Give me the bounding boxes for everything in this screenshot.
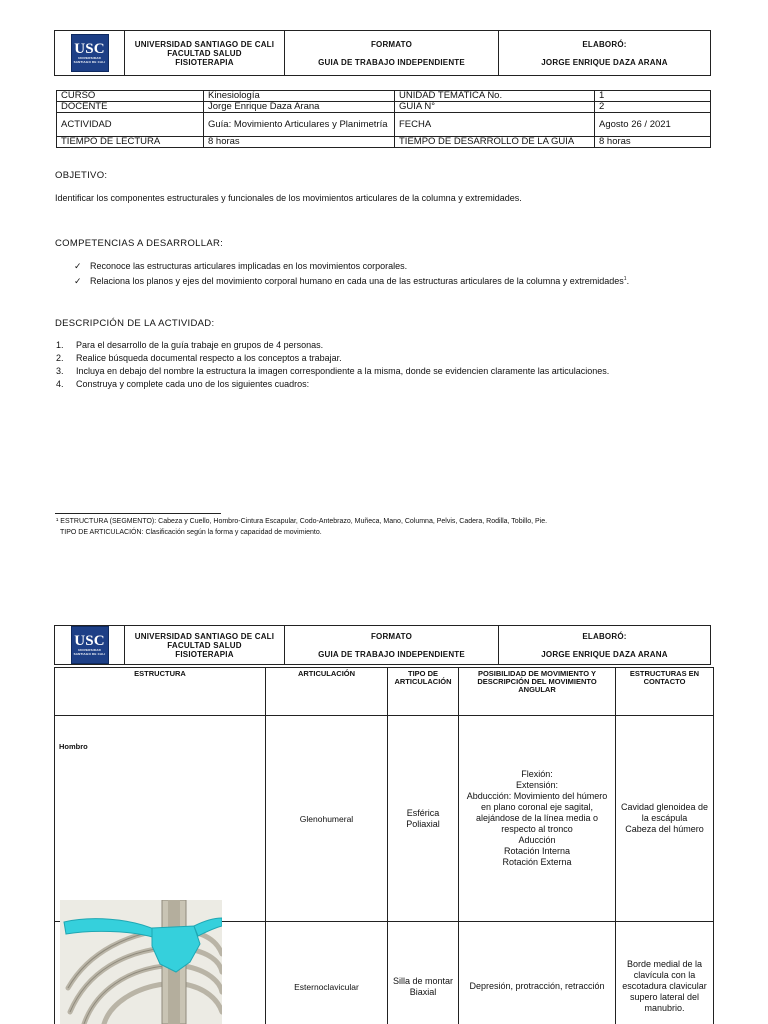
- curso-value: Kinesiología: [204, 91, 395, 102]
- competencias-list: [74, 260, 629, 288]
- formato-value: GUIA DE TRABAJO INDEPENDIENTE: [318, 57, 465, 67]
- contacto-cell: Borde medial de la clavícula con la escotadura clavicular supero lateral del manubrio.: [616, 922, 714, 1024]
- lectura-value: 8 horas: [204, 137, 395, 148]
- articulacion-cell: Glenohumeral: [266, 716, 388, 922]
- check-icon: ✓: [74, 261, 82, 271]
- fecha-label: FECHA: [395, 113, 595, 137]
- table-row: [55, 716, 714, 922]
- course-info-table: [56, 90, 711, 148]
- footnote-divider: [55, 513, 221, 514]
- col-posibilidad: POSIBILIDAD DE MOVIMIENTO Y DESCRIPCIÓN DEL MOVIMIENTO ANGULAR: [459, 668, 616, 716]
- elaboro-cell: [499, 31, 711, 76]
- list-item: ✓ Reconoce las estructuras articulares implicadas en los movimientos corporales.: [74, 261, 408, 271]
- actividad-label: ACTIVIDAD: [57, 113, 204, 137]
- table-header-row: [55, 668, 714, 716]
- page-header: [54, 30, 711, 76]
- list-item: ✓ Relaciona los planos y ejes del movimiento corporal humano en cada una de las estructuras articulares de la columna y extremidades$^1$.: [74, 276, 630, 286]
- elaboro-cell: ELABORÓ: JORGE ENRIQUE DAZA ARANA: [499, 626, 711, 665]
- descripcion-list: [56, 339, 609, 391]
- program-name: FISIOTERAPIA: [175, 57, 234, 67]
- university-name: UNIVERSIDAD SANTIAGO DE CALI: [134, 39, 275, 49]
- university-cell: [125, 31, 285, 76]
- list-item: 2. Realice búsqueda documental respecto a los conceptos a trabajar.: [56, 353, 342, 363]
- faculty-name: FACULTAD SALUD: [167, 48, 242, 58]
- list-item: 1. Para el desarrollo de la guía trabaje en grupos de 4 personas.: [56, 340, 324, 350]
- university-cell: UNIVERSIDAD SANTIAGO DE CALI FACULTAD SALUD FISIOTERAPIA: [125, 626, 285, 665]
- articulacion-cell: Esternoclavicular: [266, 922, 388, 1024]
- logo-cell: [55, 626, 125, 665]
- list-item: 3. Incluya en debajo del nombre la estructura la imagen correspondiente a la misma, donde se evidencien claramente las articulaciones.: [56, 366, 610, 376]
- footnote-line-1: ¹ ESTRUCTURA (SEGMENTO): Cabeza y Cuello, Hombro-Cintura Escapular, Codo-Antebrazo, Muñeca, Mano, Columna, Pelvis, Cadera, Rodilla, Tobillo, Pie.: [56, 518, 548, 525]
- elaboro-value: JORGE ENRIQUE DAZA ARANA: [541, 57, 668, 67]
- posibilidad-cell: Depresión, protracción, retracción: [459, 922, 616, 1024]
- contacto-cell: Cavidad glenoidea de la escápula Cabeza del húmero: [616, 716, 714, 922]
- guia-value: 2: [595, 102, 711, 113]
- tipo-cell: Silla de montar Biaxial: [388, 922, 459, 1024]
- desarrollo-label: TIEMPO DE DESARROLLO DE LA GUIA: [395, 137, 595, 148]
- ribcage-illustration: [60, 900, 222, 1024]
- col-contacto: ESTRUCTURAS EN CONTACTO: [616, 668, 714, 716]
- fecha-value: Agosto 26 / 2021: [595, 113, 711, 137]
- formato-cell: FORMATO GUIA DE TRABAJO INDEPENDIENTE: [285, 626, 499, 665]
- col-articulacion: ARTICULACIÓN: [266, 668, 388, 716]
- logo-cell: [55, 31, 125, 76]
- objetivo-text: Identificar los componentes estructurales y funcionales de los movimientos articulares de la columna y extremidades.: [55, 193, 522, 203]
- descripcion-title: DESCRIPCIÓN DE LA ACTIVIDAD:: [55, 318, 215, 329]
- check-icon: ✓: [74, 276, 82, 286]
- page-header-2: [54, 625, 711, 665]
- desarrollo-value: 8 horas: [595, 137, 711, 148]
- tipo-cell: Esférica Poliaxial: [388, 716, 459, 922]
- actividad-value: Guía: Movimiento Articulares y Planimetría: [204, 113, 395, 137]
- unidad-label: UNIDAD TEMATICA No.: [395, 91, 595, 102]
- elaboro-label: ELABORÓ:: [582, 39, 627, 49]
- list-item: 4. Construya y complete cada uno de los siguientes cuadros:: [56, 379, 310, 389]
- footnote-mark: 1: [623, 276, 627, 282]
- guia-label: GUIA N°: [395, 102, 595, 113]
- curso-label: CURSO: [57, 91, 204, 102]
- competencias-title: COMPETENCIAS A DESARROLLAR:: [55, 238, 224, 249]
- usc-logo: USC UNIVERSIDAD SANTIAGO DE CALI: [71, 626, 109, 664]
- unidad-value: 1: [595, 91, 711, 102]
- formato-cell: [285, 31, 499, 76]
- objetivo-title: OBJETIVO:: [55, 170, 108, 181]
- estructura-cell: Hombro: [55, 716, 266, 922]
- posibilidad-cell: Flexión: Extensión: Abducción: Movimiento del húmero en plano coronal eje sagital, alejándose de la línea media o respecto al tronco Aducción Rotación Interna Rotación Externa: [459, 716, 616, 922]
- lectura-label: TIEMPO DE LECTURA: [57, 137, 204, 148]
- formato-label: FORMATO: [370, 39, 413, 49]
- docente-value: Jorge Enrique Daza Arana: [204, 102, 395, 113]
- footnote-line-2: TIPO DE ARTICULACIÓN: Clasificación según la forma y capacidad de movimiento.: [60, 529, 322, 536]
- usc-logo: USC UNIVERSIDAD SANTIAGO DE CALI: [71, 34, 109, 72]
- col-estructura: ESTRUCTURA: [55, 668, 266, 716]
- docente-label: DOCENTE: [57, 102, 204, 113]
- col-tipo: TIPO DE ARTICULACIÓN: [388, 668, 459, 716]
- sternoclavicular-joint-image: [60, 900, 222, 1024]
